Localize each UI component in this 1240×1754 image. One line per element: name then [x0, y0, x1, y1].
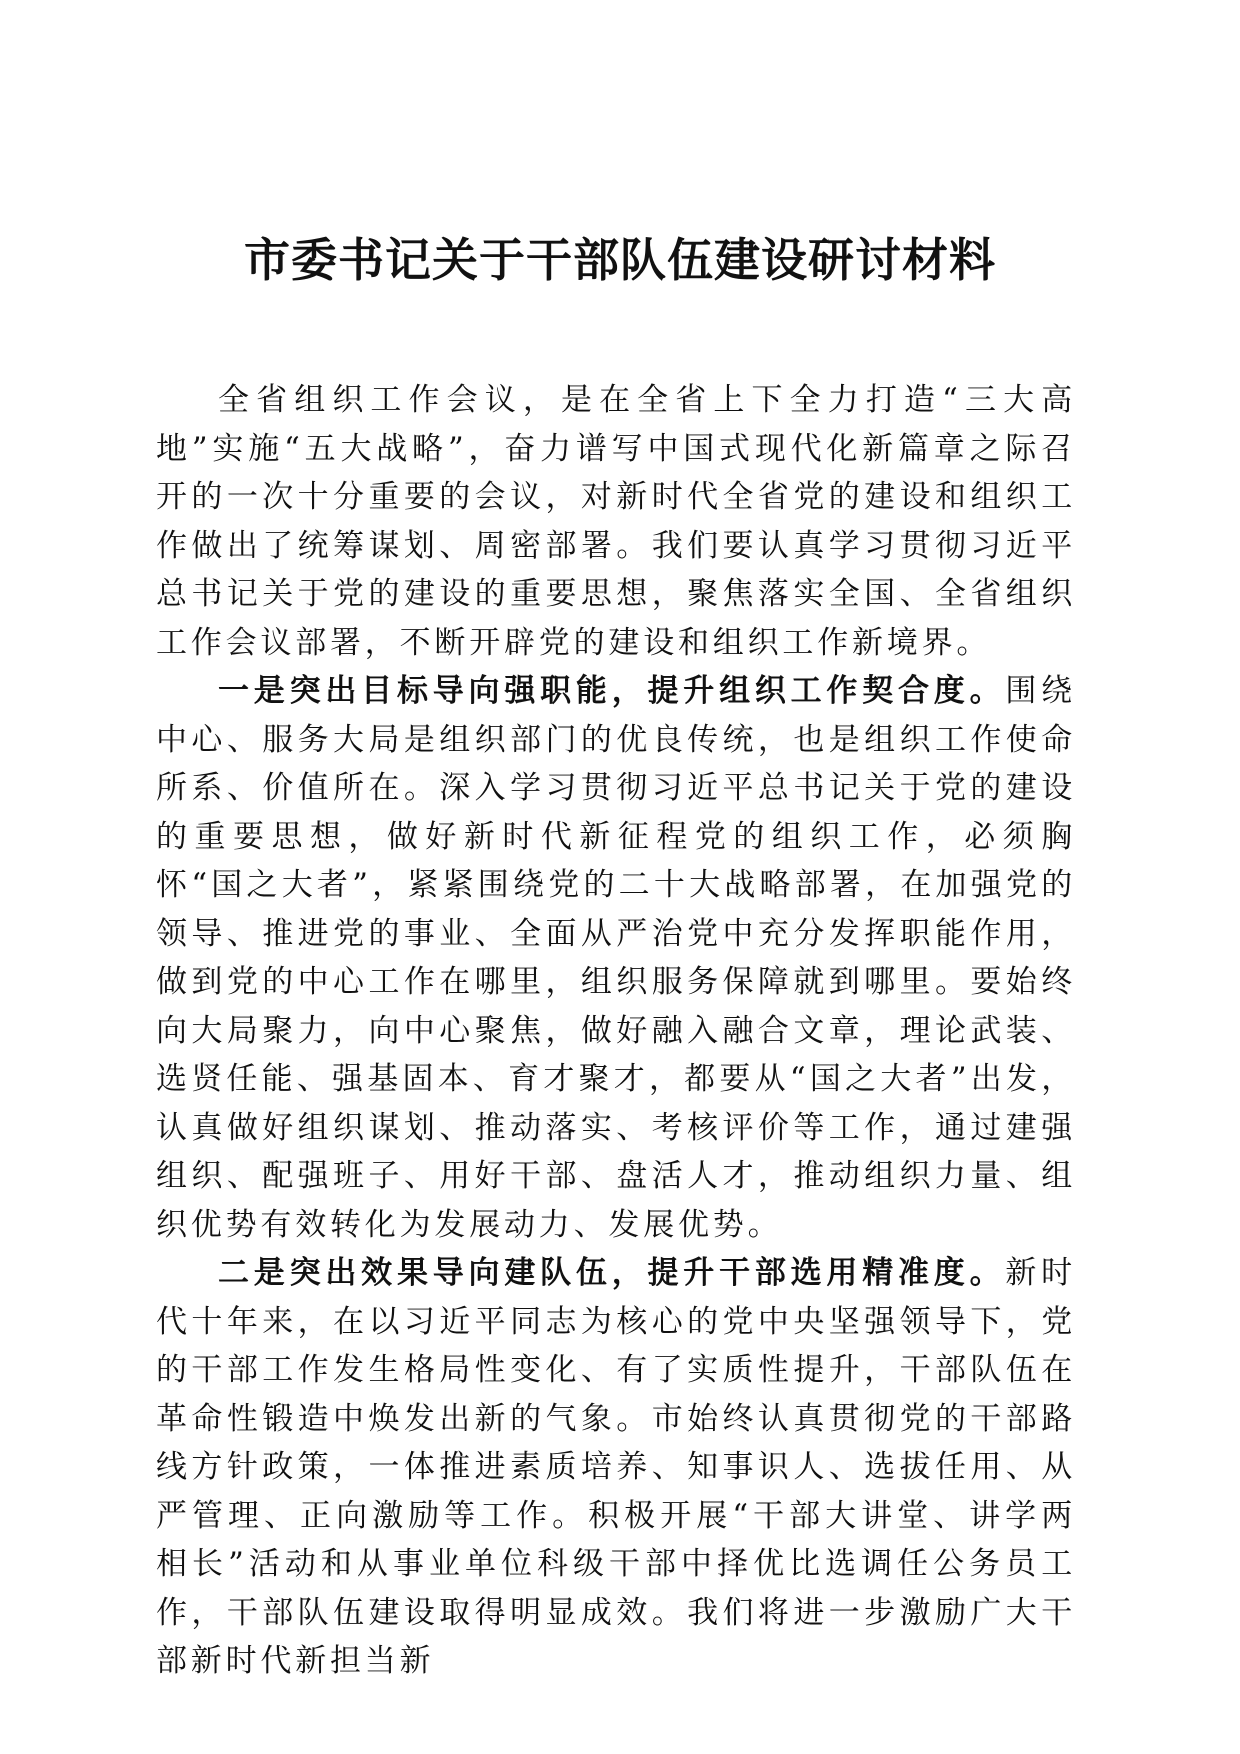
section-paragraph-1	[156, 667, 1076, 1249]
section-paragraph-2	[156, 1249, 1076, 1686]
intro-paragraph: 全省组织工作会议，是在全省上下全力打造“三大高地”实施“五大战略”，奋力谱写中国式现代化新篇章之际召开的一次十分重要的会议，对新时代全省党的建设和组织工作做出了统筹谋划、周密部署。我们要认真学习贯彻习近平总书记关于党的建设的重要思想，聚焦落实全国、全省组织工作会议部署，不断开辟党的建设和组织工作新境界。	[156, 382, 1076, 661]
document-body	[156, 376, 1076, 1686]
document-title: 市委书记关于干部队伍建设研讨材料	[244, 233, 996, 287]
section-2-lead: 二是突出效果导向建队伍，提升干部选用精准度。	[218, 1255, 1006, 1291]
section-1-lead: 一是突出目标导向强职能，提升组织工作契合度。	[218, 673, 1006, 709]
section-1-text: 围绕中心、服务大局是组织部门的优良传统，也是组织工作使命所系、价值所在。深入学习贯彻习近平总书记关于党的建设的重要思想，做好新时代新征程党的组织工作，必须胸怀“国之大者”，紧紧围绕党的二十大战略部署，在加强党的领导、推进党的事业、全面从严治党中充分发挥职能作用，做到党的中心工作在哪里，组织服务保障就到哪里。要始终向大局聚力，向中心聚焦，做好融入融合文章，理论武装、选贤任能、强基固本、育才聚才，都要从“国之大者”出发，认真做好组织谋划、推动落实、考核评价等工作，通过建强组织、配强班子、用好干部、盘活人才，推动组织力量、组织优势有效转化为发展动力、发展优势。	[156, 673, 1076, 1243]
section-2-text: 新时代十年来，在以习近平同志为核心的党中央坚强领导下，党的干部工作发生格局性变化、有了实质性提升，干部队伍在革命性锻造中焕发出新的气象。市始终认真贯彻党的干部路线方针政策，一体推进素质培养、知事识人、选拔任用、从严管理、正向激励等工作。积极开展“干部大讲堂、讲学两相长”活动和从事业单位科级干部中择优比选调任公务员工作，干部队伍建设取得明显成效。我们将进一步激励广大干部新时代新担当新	[156, 1255, 1076, 1679]
